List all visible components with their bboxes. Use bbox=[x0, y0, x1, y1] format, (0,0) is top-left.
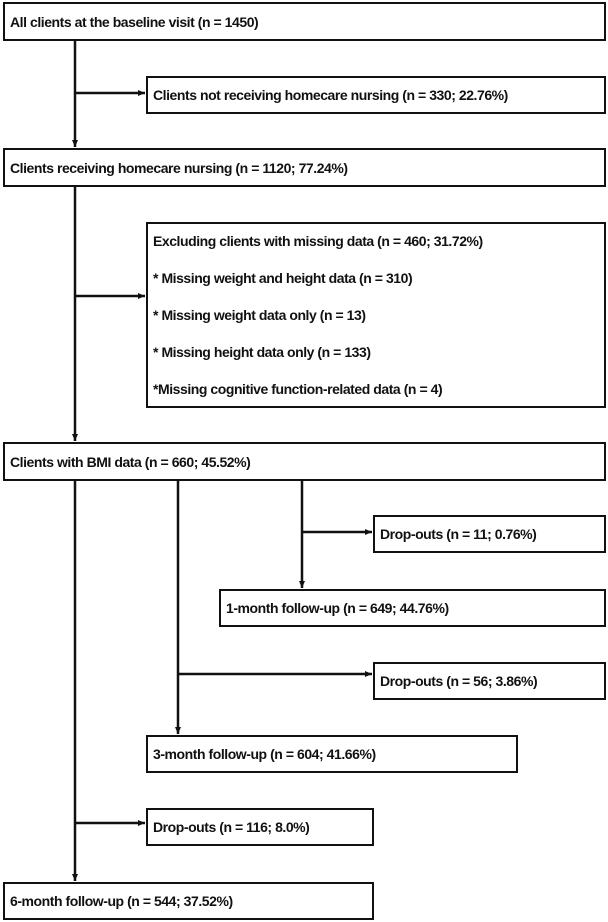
followup-1-box: 1-month follow-up (n = 649; 44.76%) bbox=[219, 589, 606, 627]
excluded-item: * Missing weight and height data (n = 310) bbox=[153, 269, 413, 286]
excluded-box bbox=[146, 222, 606, 408]
not-receiving-box: Clients not receiving homecare nursing (n = 330; 22.76%) bbox=[146, 76, 606, 114]
dropouts-1-box: Drop-outs (n = 11; 0.76%) bbox=[373, 515, 606, 553]
followup-6-box: 6-month follow-up (n = 544; 37.52%) bbox=[3, 882, 374, 920]
receiving-box: Clients receiving homecare nursing (n = 1120; 77.24%) bbox=[3, 148, 606, 187]
followup-3-box: 3-month follow-up (n = 604; 41.66%) bbox=[146, 735, 518, 773]
excluded-item: * Missing weight data only (n = 13) bbox=[153, 306, 366, 323]
excluded-item: *Missing cognitive function-related data (n = 4) bbox=[153, 380, 443, 397]
excluded-title: Excluding clients with missing data (n = 460; 31.72%) bbox=[153, 232, 483, 249]
baseline-box: All clients at the baseline visit (n = 1450) bbox=[3, 2, 606, 41]
dropouts-6-box: Drop-outs (n = 116; 8.0%) bbox=[146, 808, 374, 846]
dropouts-3-box: Drop-outs (n = 56; 3.86%) bbox=[373, 662, 606, 700]
excluded-item: * Missing height data only (n = 133) bbox=[153, 343, 371, 360]
bmi-box: Clients with BMI data (n = 660; 45.52%) bbox=[3, 442, 606, 481]
